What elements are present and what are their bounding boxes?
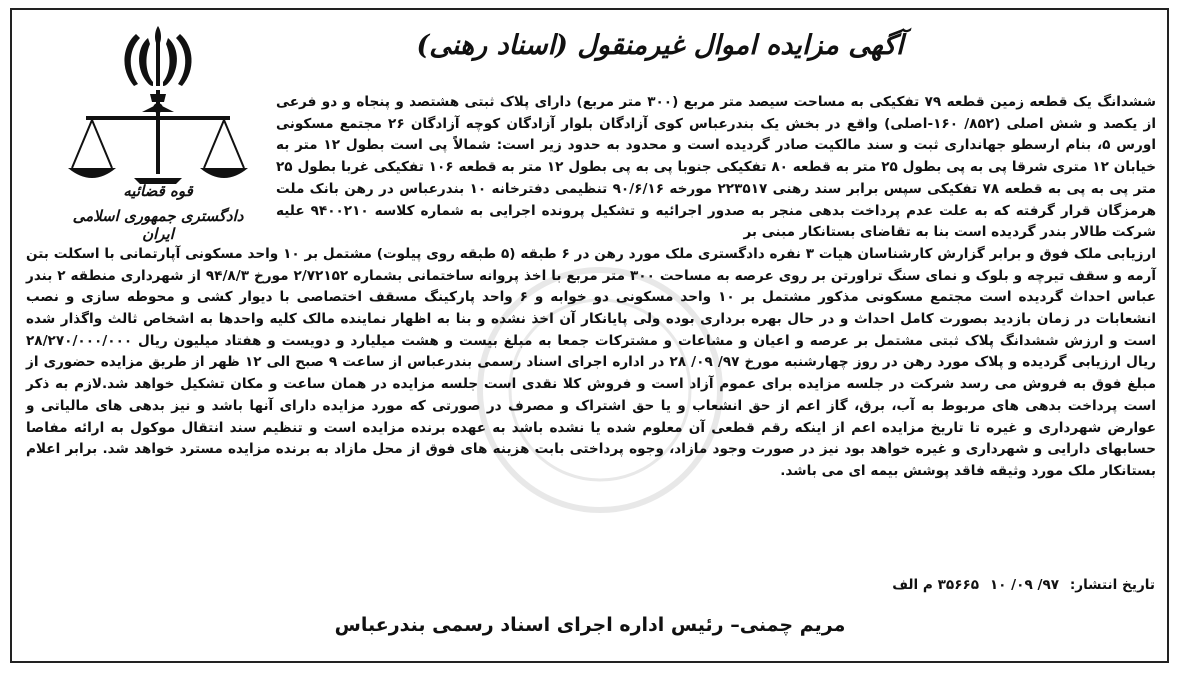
notice-body-details: ارزیابی ملک فوق و برابر گزارش کارشناسان هیات ۳ نفره دادگستری ملک مورد رهن در ۶ طبقه (۵ طبقه روی پیلوت) مشتمل بر ۱۰ واحد مسکونی آپارتمانی با اسکلت بتن آرمه و سقف تیرچه و بلوک و نمای سنگ تراورتن بر روی عرصه به مساحت ۳۰۰ متر مربع با اخذ پروانه ساختمانی بشماره ۲/۷۲۱۵۲ مورخ ۹۴/۸/۳ از شهرداری منطقه ۲ بندر عباس احداث گردیده است مجتمع مسکونی مذکور مشتمل بر ۱۰ واحد مسکونی دو خوابه و ۶ واحد پارکینگ مسقف اختصاصی با دیوار کشی و محوطه سازی و نصب انشعابات در زمان بازدید بصورت کامل احداث و در حال بهره برداری بوده ولی پایانکار آن اخذ نشده و بنا به اظهار نماینده مالک کلیه واحدها به اشخاص ثالث واگذار شده است و ارزش ششدانگ پلاک ثبتی مشتمل بر عرصه و اعیان و مشاعات و مشترکات جمعا به مبلغ بیست و هشت میلیارد و دویست و هفتاد میلیون ریال ۲۸/۲۷۰/۰۰۰/۰۰۰ ریال ارزیابی گردیده و پلاک مورد رهن در روز چهارشنبه مورخ ۹۷/ ۰۹/ ۲۸ در اداره اجرای اسناد رسمی بندرعباس از ساعت ۹ صبح الی ۱۲ ظهر از طریق مزایده حضوری از مبلغ فوق به فروش می رسد شرکت در جلسه مزایده برای عموم آزاد است و فروش کلا نقدی است جلسه مزایده در همان ساعت و مکان تشکیل خواهد شد.لازم به ذکر است پرداخت بدهی های مربوط به آب، برق، گاز اعم از حق انشعاب و یا حق اشتراک و مصرف در صورتی که مورد مزایده دارای آنها باشد و نیز بدهی های مالیاتی و عوارض شهرداری و غیره تا تاریخ مزایده اعم از اینکه رقم قطعی آن معلوم شده یا نشده باشد به عهده برنده مزایده است و تنظیم سند انتقال موکول به ارائه مفاصا حسابهای دارایی و شهرداری و غیره خواهد بود نیز در صورت وجود مازاد، وجوه پرداختی بابت هزینه های فوق از محل مازاد به برنده مزایده مسترد خواهد شد. برابر اعلام بستانکار ملک مورد وثیقه فاقد پوشش بیمه ای می باشد. xyxy=(26,245,1157,479)
judiciary-label: قوه قضائیه xyxy=(123,182,193,200)
notice-body-intro: ششدانگ یک قطعه زمین قطعه ۷۹ تفکیکی به مساحت سیصد متر مربع (۳۰۰ متر مربع) دارای پلاک ثبتی هشتصد و پنجاه و دو فرعی از یکصد و شش اصلی (۸۵۲/ ۱۶۰-اصلی) واقع در بخش یک بندرعباس کوی آزادگان بلوار آزادگان کوچه آزادگان ۲۶ مجتمع مسکونی اورس ۵، بنام ارسطو جهانداری ثبت و سند مالکیت صادر گردیده است و محدود به حدود زیر است: شمالاً پی است بطول ۱۲ متر به خیابان ۱۲ متری شرقا پی به پی بطول ۲۵ متر به قطعه ۸۰ تفکیکی جنوبا پی به پی بطول ۱۲ متر به قطعه ۱۰۶ تفکیکی غربا بطول ۲۵ متر پی به پی به قطعه ۷۸ تفکیکی سپس برابر سند رهنی ۲۲۳۵۱۷ مورخه ۹۰/۶/۱۶ تنظیمی دفترخانه ۱۰ بندرعباس در رهن بانک ملت هرمزگان قرار گرفته که به علت عدم پرداخت بدهی منجر به صدور اجرائیه و تشکیل پرونده اجرایی به شماره کلاسه ۹۴۰۰۲۱۰ علیه شرکت طالار بندر گردیده است بنا به تقاضای بستانکار مبنی بر xyxy=(276,94,1157,241)
publish-date: ۹۷/ ۰۹/ ۱۰ xyxy=(989,577,1060,593)
notice-body xyxy=(26,92,1156,483)
judiciary-subtitle: دادگستری جمهوری اسلامی ایران xyxy=(72,207,244,243)
notice-title: آگهی مزایده اموال غیرمنقول (اسناد رهنی) xyxy=(416,30,904,61)
publish-label: تاریخ انتشار: xyxy=(1069,577,1155,593)
signature-line: مریم چمنی– رئیس اداره اجرای اسناد رسمی بندرعباس xyxy=(334,614,846,636)
reference-number: ۳۵۶۶۵ م الف xyxy=(892,577,980,593)
publication-info xyxy=(455,577,1155,593)
